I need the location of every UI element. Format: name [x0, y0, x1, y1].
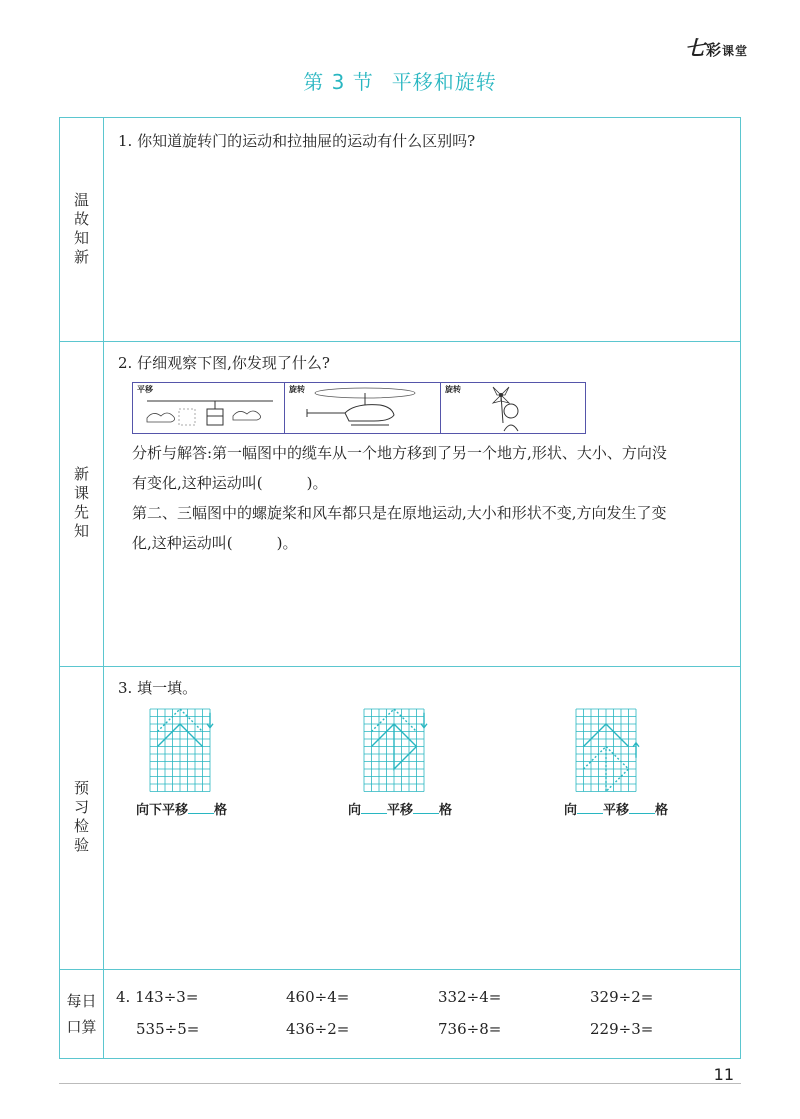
- question-1: 1. 你知道旋转门的运动和拉抽屉的运动有什么区别吗?: [118, 132, 476, 150]
- question-3: 3. 填一填。: [118, 679, 198, 697]
- grid-1: [148, 707, 216, 803]
- page-number: 11: [713, 1065, 734, 1084]
- motion-pictures: [132, 382, 586, 434]
- calc-item: 229÷3=: [590, 1020, 654, 1038]
- check-label: 预习检验: [60, 667, 104, 969]
- analysis-paragraph-2: 第二、三幅图中的螺旋桨和风车都只是在原地运动,大小和形状不变,方向发生了变 化,这种运动叫( )。: [132, 504, 667, 552]
- arrow-icon: [421, 713, 427, 728]
- arrow-icon: [633, 743, 639, 758]
- calc-item: 4. 143÷3=: [116, 988, 199, 1006]
- fill-blank[interactable]: [577, 801, 603, 814]
- preview-label: 新课先知: [60, 342, 104, 666]
- daily-label: 每日 口算: [60, 970, 104, 1058]
- arrow-icon: [207, 713, 213, 728]
- fill-blank[interactable]: [413, 801, 439, 814]
- question-2: 2. 仔细观察下图,你发现了什么?: [118, 354, 330, 372]
- review-label: 温故知新: [60, 118, 104, 341]
- section-title: [0, 66, 800, 95]
- calc-item: 329÷2=: [590, 988, 654, 1006]
- review-row: [60, 118, 740, 342]
- grid-2: [362, 707, 430, 803]
- helicopter-icon: [285, 383, 441, 433]
- calc-item: 736÷8=: [438, 1020, 502, 1038]
- fill-blank[interactable]: [188, 801, 214, 814]
- check-row: [60, 667, 740, 970]
- daily-row: [60, 970, 740, 1058]
- brand-logo: 七彩课堂: [684, 36, 748, 60]
- fill-blank[interactable]: [629, 801, 655, 814]
- section-number: 第 3 节: [303, 70, 374, 94]
- cable-car-icon: [133, 383, 285, 433]
- grid-3: [574, 707, 642, 803]
- section-name: 平移和旋转: [391, 70, 497, 94]
- preview-row: [60, 342, 740, 667]
- calc-item: 460÷4=: [286, 988, 350, 1006]
- calc-item: 436÷2=: [286, 1020, 350, 1038]
- caption-1: 向下平移 格: [136, 803, 228, 818]
- cable-car-picture: 平移: [133, 383, 285, 433]
- fill-blank[interactable]: [361, 801, 387, 814]
- pinwheel-icon: [441, 383, 587, 433]
- worksheet-table: [59, 117, 741, 1059]
- footer-divider: [59, 1083, 741, 1084]
- caption-3: 向 平移 格: [564, 803, 669, 818]
- helicopter-picture: 旋转: [285, 383, 441, 433]
- analysis-paragraph-1: 分析与解答:第一幅图中的缆车从一个地方移到了另一个地方,形状、大小、方向没 有变化,这种运动叫( )。: [132, 444, 667, 492]
- pinwheel-picture: 旋转: [441, 383, 587, 433]
- calc-item: 332÷4=: [438, 988, 502, 1006]
- calc-item: 535÷5=: [136, 1020, 200, 1038]
- caption-2: 向 平移 格: [348, 803, 453, 818]
